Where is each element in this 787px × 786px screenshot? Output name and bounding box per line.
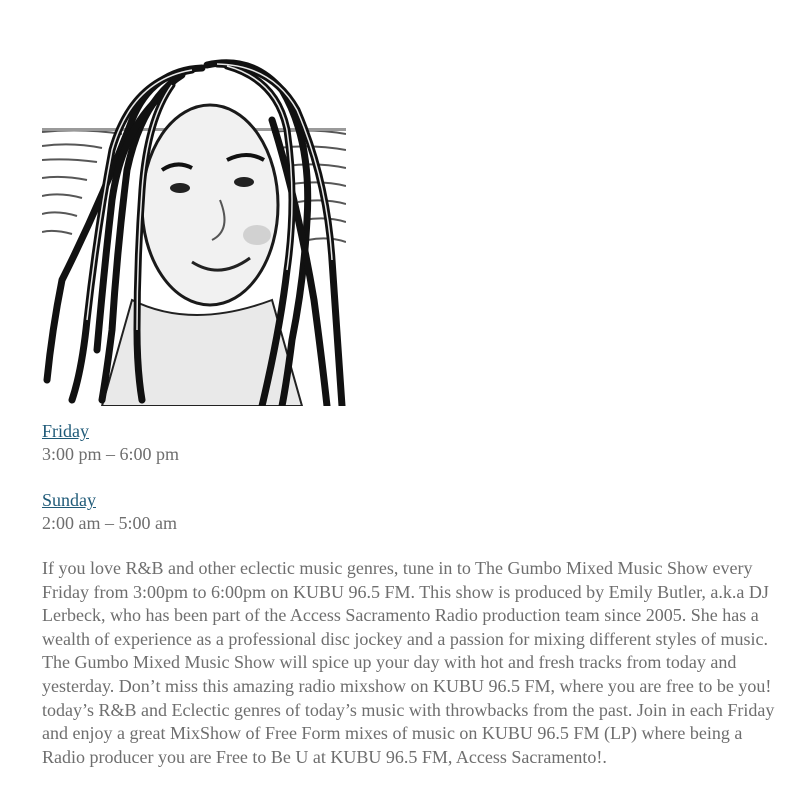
schedule-slot-friday	[42, 420, 777, 466]
schedule-slot-sunday	[42, 489, 777, 535]
time-range-friday: 3:00 pm – 6:00 pm	[42, 444, 180, 464]
dj-portrait-image	[42, 0, 346, 406]
day-link-sunday[interactable]: Sunday	[42, 490, 96, 510]
show-content	[42, 0, 777, 769]
time-range-sunday: 2:00 am – 5:00 am	[42, 513, 177, 533]
day-link-friday[interactable]: Friday	[42, 421, 89, 441]
show-description: If you love R&B and other eclectic music genres, tune in to The Gumbo Mixed Music Show every Friday from 3:00pm to 6:00pm on KUBU 96.5 FM. This show is produced by Emily Butler, a.k.a DJ Lerbeck, who has been part of the Access Sacramento Radio production team since 2005. She has a wealth of experience as a professional disc jockey and a passion for mixing different styles of music. The Gumbo Mixed Music Show will spice up your day with hot and fresh tracks from today and yesterday. Don’t miss this amazing radio mixshow on KUBU 96.5 FM, where you are free to be you! today’s R&B and Eclectic genres of today’s music with throwbacks from the past. Join in each Friday and enjoy a great MixShow of Free Form mixes of music on KUBU 96.5 FM (LP) where being a Radio producer you are Free to Be U at KUBU 96.5 FM, Access Sacramento!.	[42, 558, 775, 767]
portrait-illustration-icon	[42, 0, 346, 406]
show-schedule	[42, 420, 777, 535]
